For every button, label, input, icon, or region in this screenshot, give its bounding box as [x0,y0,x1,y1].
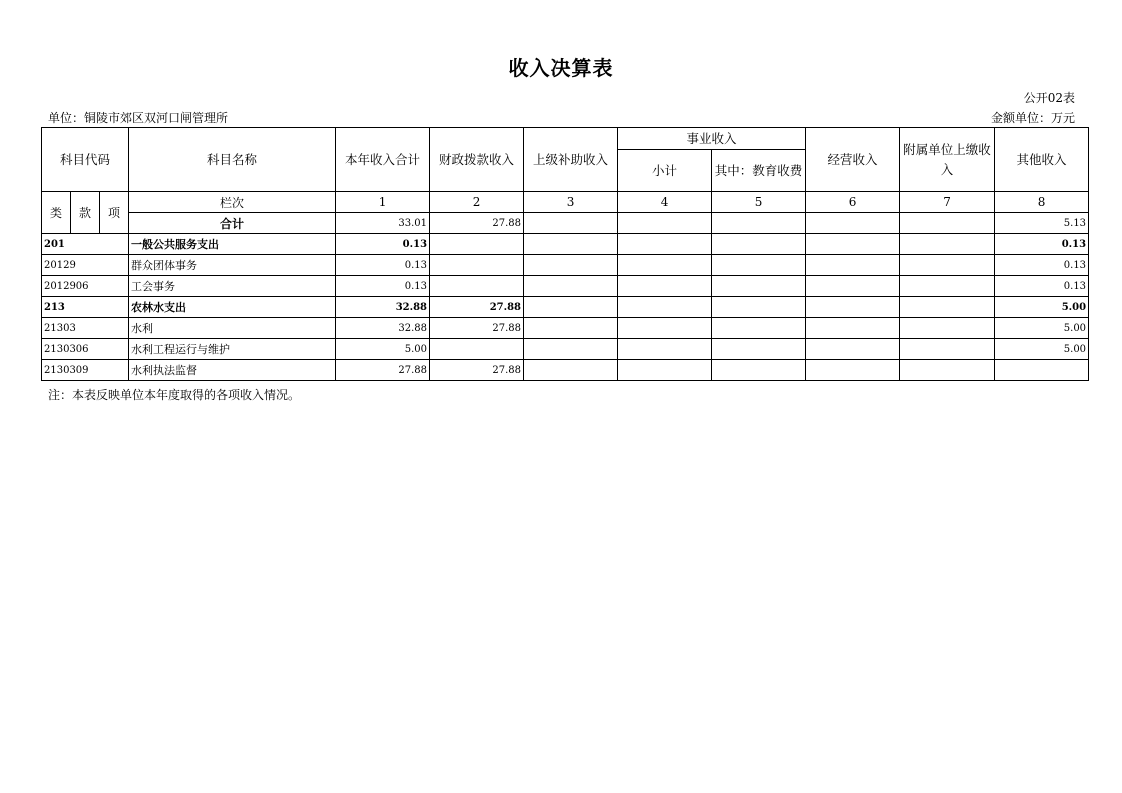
row-education [712,234,806,255]
row-fiscal [430,339,524,360]
row-other: 0.13 [995,255,1089,276]
row-education [712,318,806,339]
table-row [42,234,1089,255]
row-name: 农林水支出 [129,297,336,318]
row-name: 群众团体事务 [129,255,336,276]
table-row [42,276,1089,297]
row-operating [806,255,900,276]
row-other [995,360,1089,381]
header-education: 其中：教育收费 [712,150,806,192]
row-affiliated [900,276,995,297]
header-other: 其他收入 [995,128,1089,192]
header-affiliated: 附属单位上缴收入 [900,128,995,192]
col-number: 2 [430,192,524,213]
page-title: 收入决算表 [508,56,614,80]
row-code: 2130309 [42,360,129,381]
row-superior [524,339,618,360]
table-row [42,255,1089,276]
row-operating [806,318,900,339]
header-kuan: 款 [71,192,100,234]
row-subtotal [618,297,712,318]
total-row [42,213,1089,234]
row-fiscal: 27.88 [430,297,524,318]
row-affiliated [900,234,995,255]
row-code: 20129 [42,255,129,276]
total-sum: 33.01 [336,213,430,234]
row-operating [806,276,900,297]
row-other: 0.13 [995,276,1089,297]
form-number: 公开02表 [1023,91,1075,105]
col-number: 6 [806,192,900,213]
table-row [42,297,1089,318]
income-table [41,127,1089,381]
header-lanci: 栏次 [129,192,336,213]
col-number: 4 [618,192,712,213]
row-education [712,297,806,318]
row-total: 0.13 [336,234,430,255]
row-subtotal [618,234,712,255]
row-code: 2130306 [42,339,129,360]
row-superior [524,234,618,255]
row-fiscal [430,234,524,255]
col-number: 1 [336,192,430,213]
row-subtotal [618,318,712,339]
row-superior [524,318,618,339]
total-label: 合计 [129,213,336,234]
row-subtotal [618,276,712,297]
header-name: 科目名称 [129,128,336,192]
amount-unit: 金额单位：万元 [990,111,1075,125]
row-total: 32.88 [336,318,430,339]
row-affiliated [900,318,995,339]
col-number: 8 [995,192,1089,213]
row-education [712,339,806,360]
row-education [712,276,806,297]
row-code: 213 [42,297,129,318]
table-body [42,234,1089,381]
row-total: 5.00 [336,339,430,360]
row-affiliated [900,360,995,381]
header-business: 事业收入 [618,128,806,150]
col-number: 3 [524,192,618,213]
header-subtotal: 小计 [618,150,712,192]
total-fiscal: 27.88 [430,213,524,234]
row-affiliated [900,255,995,276]
row-fiscal [430,276,524,297]
row-fiscal: 27.88 [430,318,524,339]
row-affiliated [900,297,995,318]
col-number: 7 [900,192,995,213]
row-fiscal [430,255,524,276]
row-fiscal: 27.88 [430,360,524,381]
row-name: 水利执法监督 [129,360,336,381]
row-code: 21303 [42,318,129,339]
row-subtotal [618,360,712,381]
row-operating [806,297,900,318]
row-other: 0.13 [995,234,1089,255]
header-superior: 上级补助收入 [524,128,618,192]
row-subtotal [618,255,712,276]
row-name: 水利 [129,318,336,339]
col-number: 5 [712,192,806,213]
row-total: 27.88 [336,360,430,381]
header-total: 本年收入合计 [336,128,430,192]
table-row [42,318,1089,339]
row-code: 2012906 [42,276,129,297]
row-education [712,255,806,276]
row-operating [806,339,900,360]
row-superior [524,276,618,297]
table-row [42,360,1089,381]
header-code: 科目代码 [42,128,129,192]
row-superior [524,297,618,318]
row-total: 32.88 [336,297,430,318]
row-name: 工会事务 [129,276,336,297]
row-code: 201 [42,234,129,255]
row-operating [806,234,900,255]
row-name: 一般公共服务支出 [129,234,336,255]
header-fiscal: 财政拨款收入 [430,128,524,192]
row-total: 0.13 [336,276,430,297]
table-row [42,339,1089,360]
row-total: 0.13 [336,255,430,276]
row-other: 5.00 [995,339,1089,360]
total-other: 5.13 [995,213,1089,234]
reporting-unit: 单位：铜陵市郊区双河口闸管理所 [48,111,229,125]
row-other: 5.00 [995,297,1089,318]
row-name: 水利工程运行与维护 [129,339,336,360]
row-subtotal [618,339,712,360]
row-affiliated [900,339,995,360]
header-operating: 经营收入 [806,128,900,192]
header-xiang: 项 [100,192,129,234]
row-education [712,360,806,381]
row-operating [806,360,900,381]
header-lei: 类 [42,192,71,234]
table-note: 注：本表反映单位本年度取得的各项收入情况。 [48,388,301,402]
row-superior [524,360,618,381]
row-superior [524,255,618,276]
row-other: 5.00 [995,318,1089,339]
